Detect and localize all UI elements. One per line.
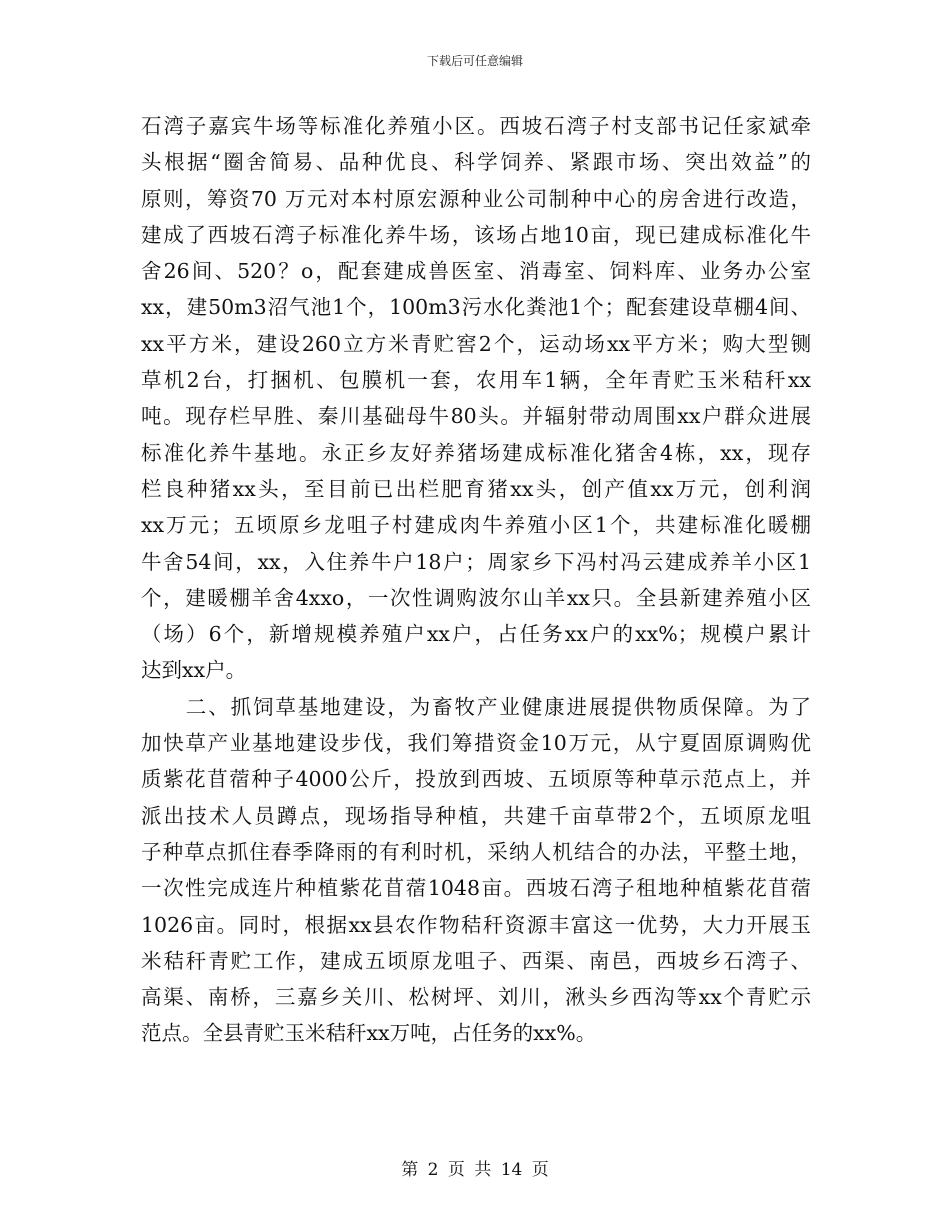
text-line: 标准化养牛基地。永正乡友好养猪场建成标准化猪舍4栋，xx，现存 [141, 440, 811, 465]
page-header: 下载后可任意编辑 [426, 54, 523, 68]
text-line: 石湾子嘉宾牛场等标准化养殖小区。西坡石湾子村支部书记任家斌牵 [141, 114, 811, 138]
text-line: 建成了西坡石湾子标准化养牛场，该场占地10亩，现已建成标准化牛 [141, 222, 811, 247]
text-line: 子种草点抓住春季降雨的有利时机，采纳人机结合的办法，平整土地， [141, 839, 811, 864]
text-line: 米秸秆青贮工作，建成五顷原龙咀子、西渠、南邑，西坡乡石湾子、 [141, 948, 811, 973]
text-line: xx平方米，建设260立方米青贮窖2个，运动场xx平方米；购大型铡 [141, 331, 811, 356]
text-line: （场）6个，新增规模养殖户xx户，占任务xx户的xx%；规模户累计 [141, 622, 811, 647]
text-line: 达到xx户。 [141, 658, 247, 683]
text-line: 高渠、南桥，三嘉乡关川、松树坪、刘川，湫头乡西沟等xx个青贮示 [141, 985, 811, 1010]
text-line: 加快草产业基地建设步伐，我们筹措资金10万元，从宁夏固原调购优 [141, 731, 811, 756]
text-line: 质紫花苜蓿种子4000公斤，投放到西坡、五顷原等种草示范点上，并 [141, 767, 811, 792]
text-line: 吨。现存栏早胜、秦川基础母牛80头。并辐射带动周围xx户群众进展 [141, 404, 811, 429]
text-line: 舍26间、520？o，配套建成兽医室、消毒室、饲料库、业务办公室 [141, 259, 811, 284]
text-line: 原则，筹资70 万元对本村原宏源种业公司制种中心的房舍进行改造， [141, 186, 811, 211]
text-line: 派出技术人员蹲点，现场指导种植，共建千亩草带2个，五顷原龙咀 [141, 803, 811, 828]
text-line: 草机2台，打捆机、包膜机一套，农用车1辆，全年青贮玉米秸秆xx [141, 368, 811, 393]
document-body [141, 108, 811, 1052]
text-line: 个，建暖棚羊舍4xxo，一次性调购波尔山羊xx只。全县新建养殖小区 [141, 585, 811, 610]
text-line: 范点。全县青贮玉米秸秆xx万吨，占任务的xx%。 [141, 1021, 597, 1046]
text-line: 栏良种猪xx头，至目前已出栏肥育猪xx头，创产值xx万元，创利润 [141, 476, 811, 501]
text-line: 牛舍54间，xx，入住养牛户18户；周家乡下冯村冯云建成养羊小区1 [141, 549, 811, 574]
text-line: xx万元；五顷原乡龙咀子村建成肉牛养殖小区1个，共建标准化暖棚 [141, 513, 811, 538]
paragraph-2 [141, 689, 811, 1052]
text-line: 二、抓饲草基地建设，为畜牧产业健康进展提供物质保障。为了 [141, 694, 811, 719]
text-line: xx，建50m3沼气池1个，100m3污水化粪池1个；配套建设草棚4间、 [141, 295, 811, 320]
text-line: 1026亩。同时，根据xx县农作物秸秆资源丰富这一优势，大力开展玉 [141, 912, 811, 937]
text-line: 头根据“圈舍简易、品种优良、科学饲养、紧跟市场、突出效益”的 [141, 150, 811, 175]
text-line: 一次性完成连片种植紫花苜蓿1048亩。西坡石湾子租地种植紫花苜蓿 [141, 876, 811, 901]
paragraph-1 [141, 108, 811, 689]
page-footer: 第 2 页 共 14 页 [401, 1160, 549, 1180]
